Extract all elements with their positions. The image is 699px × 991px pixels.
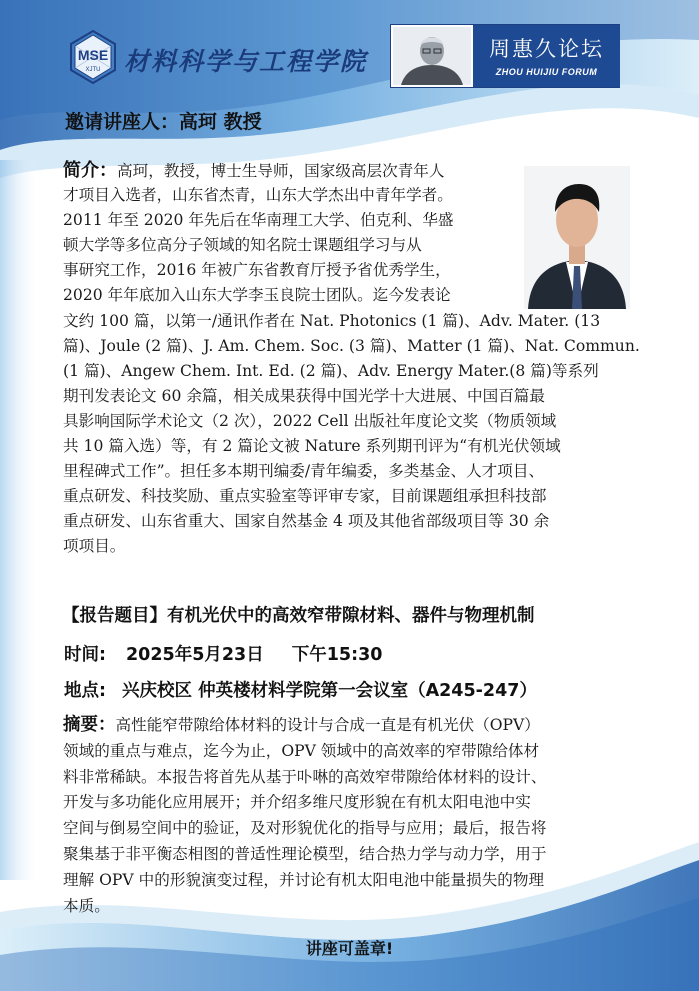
bio-label: 简介：: [63, 160, 117, 181]
talk-time: [64, 641, 382, 666]
forum-title-cn: 周惠久论坛: [489, 37, 604, 61]
founder-portrait-icon: [393, 27, 471, 85]
abstract-section: [63, 713, 643, 919]
bio-line: (1 篇)、Angew Chem. Int. Ed. (2 篇)、Adv. Energy Mater.(8 篇)等系列: [63, 361, 599, 380]
bio-line: 重点研发、科技奖励、重点实验室等评审专家，目前课题组承担科技部: [63, 487, 547, 506]
talk-time-value: 下午15:30: [291, 645, 383, 665]
bio-line: 事研究工作，2016 年被广东省教育厅授予省优秀学生，: [63, 261, 451, 280]
time-label: 时间:: [64, 645, 106, 665]
abstract-label: 摘要：: [63, 715, 116, 735]
talk-date: 2025年5月23日: [126, 645, 264, 665]
school-logo-icon: [66, 30, 120, 84]
forum-badge: [390, 24, 620, 88]
speaker-line: 邀请讲座人：高珂 教授: [65, 111, 262, 133]
abstract-line: 本质。: [63, 896, 110, 915]
talk-place: [64, 677, 537, 702]
abstract-line: [63, 713, 643, 739]
bio-section: [63, 158, 638, 560]
abstract-line: 空间与倒易空间中的验证，及对形貌优化的指导与应用；最后，报告将: [63, 819, 547, 838]
bio-line: 才项目入选者，山东省杰青，山东大学杰出中青年学者。: [63, 186, 453, 205]
bio-line: 项项目。: [63, 537, 126, 556]
bio-line: 顿大学等多位高分子领域的知名院士课题组学习与从: [63, 236, 422, 255]
bio-line: 共 10 篇入选）等，有 2 篇论文被 Nature 系列期刊评为“有机光伏领域: [63, 437, 561, 456]
logo-subtext: XJTU: [85, 67, 101, 73]
bio-line: [63, 158, 515, 183]
bio-line: 里程碑式工作”。担任多本期刊编委/青年编委，多类基金、人才项目、: [63, 462, 545, 481]
abstract-line: 开发与多功能化应用展开；并介绍多维尺度形貌在有机太阳电池中实: [63, 793, 531, 812]
abstract-line: 料非常稀缺。本报告将首先从基于卟啉的高效窄带隙给体材料的设计、: [63, 767, 547, 786]
school-name: 材料科学与工程学院: [124, 47, 368, 76]
bio-line: 2020 年年底加入山东大学李玉良院士团队。迄今发表论: [63, 286, 451, 305]
footer-note: 讲座可盖章!: [305, 939, 394, 958]
logo-text: MSE: [77, 47, 109, 63]
forum-title-en: ZHOU HUIJIU FORUM: [495, 67, 598, 77]
place-label: 地点:: [64, 681, 106, 701]
bio-line: 具影响国际学术论文（2 次），2022 Cell 出版社年度论文奖（物质领域: [63, 411, 557, 430]
talk-place-value: 兴庆校区 仲英楼材料学院第一会议室（A245-247）: [122, 681, 537, 701]
talk-title: 【报告题目】有机光伏中的高效窄带隙材料、器件与物理机制: [62, 606, 535, 626]
bio-line: 2011 年至 2020 年先后在华南理工大学、伯克利、华盛: [63, 211, 454, 230]
abstract-line: 领域的重点与难点，迄今为止，OPV 领域中的高效率的窄带隙给体材: [63, 741, 540, 760]
bio-line: 篇)、Joule (2 篇)、J. Am. Chem. Soc. (3 篇)、Matter (1 篇)、Nat. Commun.: [63, 336, 640, 355]
abstract-line-text: 高性能窄带隙给体材料的设计与合成一直是有机光伏（OPV）: [115, 716, 540, 734]
abstract-line: 聚集基于非平衡态相图的普适性理论模型，结合热力学与动力学，用于: [63, 844, 547, 863]
abstract-line: 理解 OPV 中的形貌演变过程，并讨论有机太阳电池中能量损失的物理: [63, 870, 545, 889]
forum-title-box: [473, 25, 620, 87]
bio-line-text: 高珂，教授，博士生导师，国家级高层次青年人: [117, 162, 445, 180]
bio-line: 文约 100 篇，以第一/通讯作者在 Nat. Photonics (1 篇)、Adv. Mater. (13: [63, 311, 601, 330]
bio-line: 期刊发表论文 60 余篇，相关成果获得中国光学十大进展、中国百篇最: [63, 386, 545, 405]
bio-line: 重点研发、山东省重大、国家自然基金 4 项及其他省部级项目等 30 余: [63, 512, 550, 531]
